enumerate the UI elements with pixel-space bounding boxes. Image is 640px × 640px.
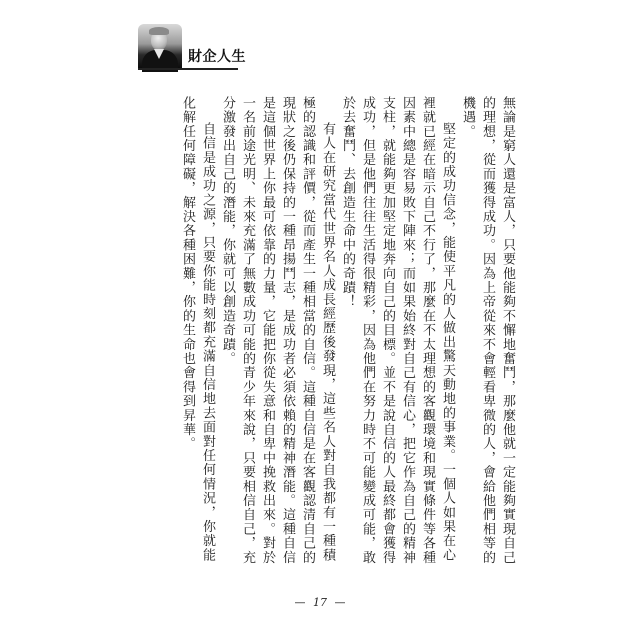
paragraph-3: 有人在研究當代世界名人成長經歷後發現，這些名人對自我都有一種積極的認識和評價，從而產生一種相當的自信。這種自信是在客觀認清自己的現狀之後仍保持的一種昂揚鬥志，是成功者必須依賴的精神潛能。這種自信是這個世界上你最可依靠的力量，它能把你從失意和自卑中挽救出來。對於一名前途光明、未來充滿了無數成功可能的青少年來說，只要相信自己，充分激發出自己的潛能，你就可以創造奇蹟。 <box>220 96 335 565</box>
page-number-footer <box>0 596 640 609</box>
paragraph-4: 自信是成功之源，只要你能時刻都充滿自信地去面對任何情況，你就能化解任何障礙，解決各種困難，你的生命也會得到昇華。 <box>180 96 215 563</box>
paragraph-1: 無論是窮人還是富人，只要他能夠不懈地奮鬥，那麼他就一定能夠實現自己的理想，從而獲得成功。因為上帝從來不會輕看卑微的人，會給他們相等的機遇。 <box>460 96 515 565</box>
author-portrait <box>138 24 182 68</box>
book-title: 財企人生 <box>188 49 246 65</box>
running-header <box>96 24 246 70</box>
vertical-text-body <box>180 96 517 568</box>
paragraph-2: 堅定的成功信念，能使平凡的人做出驚天動地的事業。一個人如果在心裡就已經在暗示自己不行了，那麼在不太理想的客觀環境和現實條件等各種因素中總是容易敗下陣來；而如果始終對自己有信心，把它作為自己的精神支柱，就能夠更加堅定地奔向自己的目標。並不是說自信的人最終都會獲得成功，但是他們往往生活得很精彩，因為他們在努力時不可能變成可能，敢於去奮鬥、去創造生命中的奇蹟！ <box>340 96 455 565</box>
page-number: 17 <box>313 596 327 609</box>
folio-dash-left: — <box>294 596 306 609</box>
header-divider <box>138 68 238 70</box>
folio-dash-right: — <box>334 596 346 609</box>
